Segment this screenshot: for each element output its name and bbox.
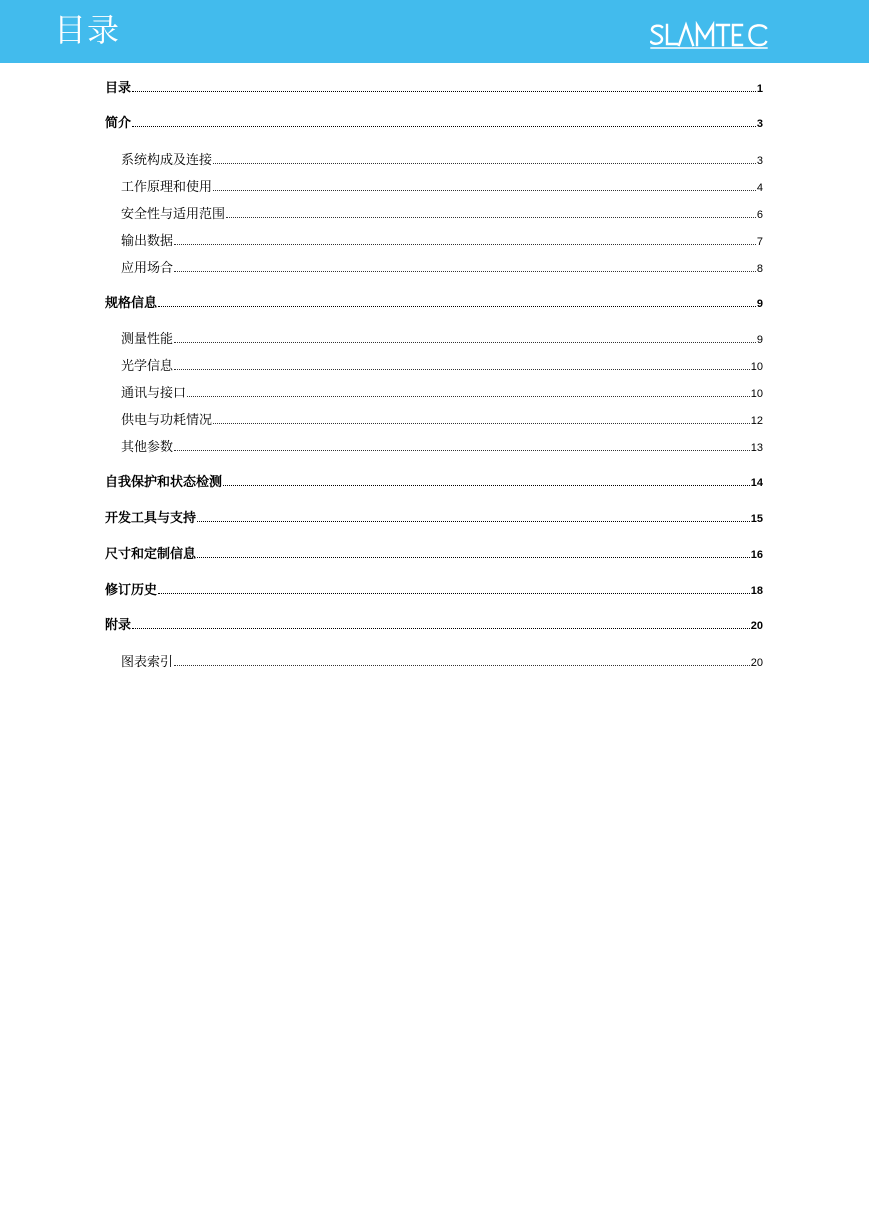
toc-entry[interactable] bbox=[121, 203, 763, 222]
toc-entry[interactable] bbox=[121, 382, 763, 401]
toc-page-number: 9 bbox=[756, 334, 763, 346]
toc-dot-leader bbox=[197, 548, 750, 558]
toc-entry[interactable] bbox=[105, 579, 763, 598]
toc-dot-leader bbox=[174, 441, 750, 451]
toc-entry-title: 光学信息 bbox=[121, 359, 174, 374]
toc-dot-leader bbox=[174, 235, 756, 245]
toc-entry-title: 附录 bbox=[105, 618, 132, 633]
toc-page-number: 16 bbox=[750, 549, 763, 561]
toc-dot-leader bbox=[132, 619, 750, 629]
toc-entry[interactable] bbox=[121, 651, 763, 670]
toc-entry-title: 目录 bbox=[105, 81, 132, 96]
toc-page-number: 18 bbox=[750, 585, 763, 597]
page-header bbox=[0, 0, 869, 63]
toc-entry-title: 供电与功耗情况 bbox=[121, 413, 213, 428]
toc-entry-title: 测量性能 bbox=[121, 332, 174, 347]
toc-page-number: 12 bbox=[750, 415, 763, 427]
toc-page-number: 20 bbox=[750, 657, 763, 669]
toc-dot-leader bbox=[174, 262, 756, 272]
toc-page-number: 3 bbox=[756, 155, 763, 167]
toc-page-number: 8 bbox=[756, 263, 763, 275]
toc-entry-title: 简介 bbox=[105, 116, 132, 131]
toc-dot-leader bbox=[226, 208, 756, 218]
toc-page-number: 14 bbox=[750, 477, 763, 489]
toc-page-number: 10 bbox=[750, 388, 763, 400]
toc-entry[interactable] bbox=[121, 409, 763, 428]
toc-dot-leader bbox=[132, 117, 756, 127]
toc-entry[interactable] bbox=[105, 507, 763, 526]
toc-dot-leader bbox=[174, 333, 756, 343]
toc-page-number: 13 bbox=[750, 442, 763, 454]
toc-entry-title: 规格信息 bbox=[105, 296, 158, 311]
toc-page-number: 10 bbox=[750, 361, 763, 373]
toc-entry-title: 开发工具与支持 bbox=[105, 511, 197, 526]
toc-entry[interactable] bbox=[121, 149, 763, 168]
toc-entry-title: 其他参数 bbox=[121, 440, 174, 455]
toc-entry-title: 修订历史 bbox=[105, 583, 158, 598]
toc-page-number: 6 bbox=[756, 209, 763, 221]
page-title: 目录 bbox=[54, 11, 121, 49]
toc-entry-title: 通讯与接口 bbox=[121, 386, 187, 401]
toc-dot-leader bbox=[187, 387, 750, 397]
toc-entry-title: 输出数据 bbox=[121, 234, 174, 249]
toc-entry[interactable] bbox=[121, 257, 763, 276]
toc-dot-leader bbox=[223, 476, 750, 486]
toc-page-number: 7 bbox=[756, 236, 763, 248]
toc-entry[interactable] bbox=[121, 355, 763, 374]
toc-entry[interactable] bbox=[105, 77, 763, 96]
toc-dot-leader bbox=[132, 82, 756, 92]
toc-entry-title: 安全性与适用范围 bbox=[121, 207, 226, 222]
toc-dot-leader bbox=[174, 656, 750, 666]
toc-entry[interactable] bbox=[105, 292, 763, 311]
toc-dot-leader bbox=[158, 297, 756, 307]
toc-page-number: 15 bbox=[750, 513, 763, 525]
toc-entry[interactable] bbox=[121, 230, 763, 249]
toc-entry-title: 应用场合 bbox=[121, 261, 174, 276]
toc-dot-leader bbox=[213, 154, 756, 164]
toc-entry-title: 尺寸和定制信息 bbox=[105, 547, 197, 562]
toc-entry-title: 工作原理和使用 bbox=[121, 180, 213, 195]
toc-page-number: 1 bbox=[756, 83, 763, 95]
toc-page-number: 20 bbox=[750, 620, 763, 632]
toc-page-number: 4 bbox=[756, 182, 763, 194]
slamtec-logo bbox=[650, 21, 768, 49]
toc-dot-leader bbox=[174, 360, 750, 370]
toc-entry-title: 自我保护和状态检测 bbox=[105, 475, 223, 490]
toc-dot-leader bbox=[158, 584, 750, 594]
toc-page-number: 3 bbox=[756, 118, 763, 130]
toc-entry-title: 图表索引 bbox=[121, 655, 174, 670]
toc-entry[interactable] bbox=[105, 543, 763, 562]
toc-entry[interactable] bbox=[121, 328, 763, 347]
toc-dot-leader bbox=[213, 414, 750, 424]
toc-entry[interactable] bbox=[105, 471, 763, 490]
toc-entry-title: 系统构成及连接 bbox=[121, 153, 213, 168]
toc-entry[interactable] bbox=[105, 614, 763, 633]
toc-entry[interactable] bbox=[121, 176, 763, 195]
toc-dot-leader bbox=[197, 512, 750, 522]
toc-entry[interactable] bbox=[121, 436, 763, 455]
toc-entry[interactable] bbox=[105, 112, 763, 131]
toc-page-number: 9 bbox=[756, 298, 763, 310]
toc-dot-leader bbox=[213, 181, 756, 191]
